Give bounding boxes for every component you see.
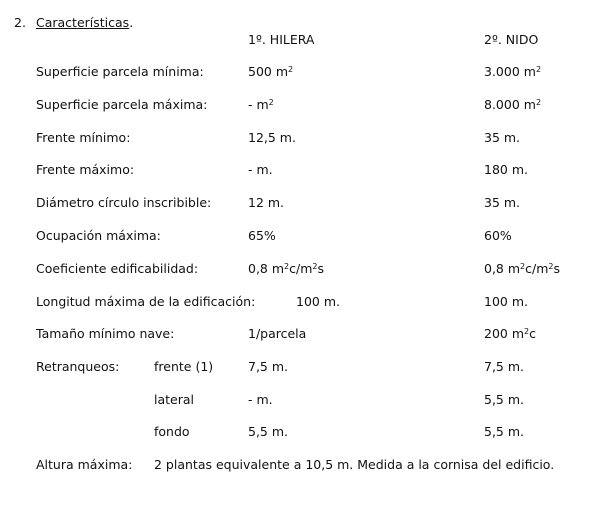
row-value-nido: 5,5 m. <box>484 392 525 407</box>
column-header-hilera: 1º. HILERA <box>248 32 315 47</box>
row-label: Tamaño mínimo nave: <box>36 326 175 341</box>
row-value-nido: 180 m. <box>484 162 528 177</box>
row-value-nido: 100 m. <box>484 294 528 309</box>
row-value-nido: 7,5 m. <box>484 359 525 374</box>
row-value-nido: 3.000 $m^2$ <box>484 64 542 79</box>
row-value-hilera: 1/parcela <box>248 326 307 341</box>
row-value-hilera: 12,5 m. <box>248 130 296 145</box>
row-value-nido: 35 m. <box>484 195 521 210</box>
section-title-text: Características <box>36 15 130 30</box>
row-value-hilera: 0,8 $m^2c/m^2s$ <box>248 261 324 276</box>
altura-label: Altura máxima: <box>36 457 133 472</box>
row-value-nido: 5,5 m. <box>484 424 525 439</box>
section-number: 2. <box>14 15 26 30</box>
row-label: Coeficiente edificabilidad: <box>36 261 199 276</box>
row-value-hilera: 500 $m^2$ <box>248 64 294 79</box>
row-label: Frente máximo: <box>36 162 135 177</box>
row-value-hilera: 65% <box>248 228 276 243</box>
row-value-hilera: - m. <box>248 392 273 407</box>
row-label: Ocupación máxima: <box>36 228 161 243</box>
row-value-nido: 60% <box>484 228 512 243</box>
retranqueo-sublabel: fondo <box>154 424 190 439</box>
row-label: Superficie parcela máxima: <box>36 97 208 112</box>
altura-value: 2 plantas equivalente a 10,5 m. Medida a la cornisa del edificio. <box>154 457 555 472</box>
row-value-nido: 0,8 $m^2c/m^2s$ <box>484 261 560 276</box>
row-value-hilera: 12 m. <box>248 195 285 210</box>
row-label: Frente mínimo: <box>36 130 131 145</box>
row-value-hilera: - $m^2$ <box>248 97 274 112</box>
retranqueos-label: Retranqueos: <box>36 359 120 374</box>
retranqueo-sublabel: frente (1) <box>154 359 214 374</box>
section-title-suffix: . <box>129 15 134 30</box>
column-header-nido: 2º. NIDO <box>484 32 539 47</box>
retranqueo-sublabel: lateral <box>154 392 194 407</box>
row-value-nido: 8.000 $m^2$ <box>484 97 542 112</box>
row-label: Longitud máxima de la edificación: <box>36 294 256 309</box>
row-value-hilera: 7,5 m. <box>248 359 289 374</box>
row-value-hilera: - m. <box>248 162 273 177</box>
row-value-hilera: 100 m. <box>296 294 340 309</box>
row-value-nido: 35 m. <box>484 130 521 145</box>
row-label: Superficie parcela mínima: <box>36 64 204 79</box>
row-value-nido: 200 $m^2c$ <box>484 326 536 341</box>
row-value-hilera: 5,5 m. <box>248 424 289 439</box>
row-label: Diámetro círculo inscribible: <box>36 195 212 210</box>
section-title <box>36 15 133 31</box>
